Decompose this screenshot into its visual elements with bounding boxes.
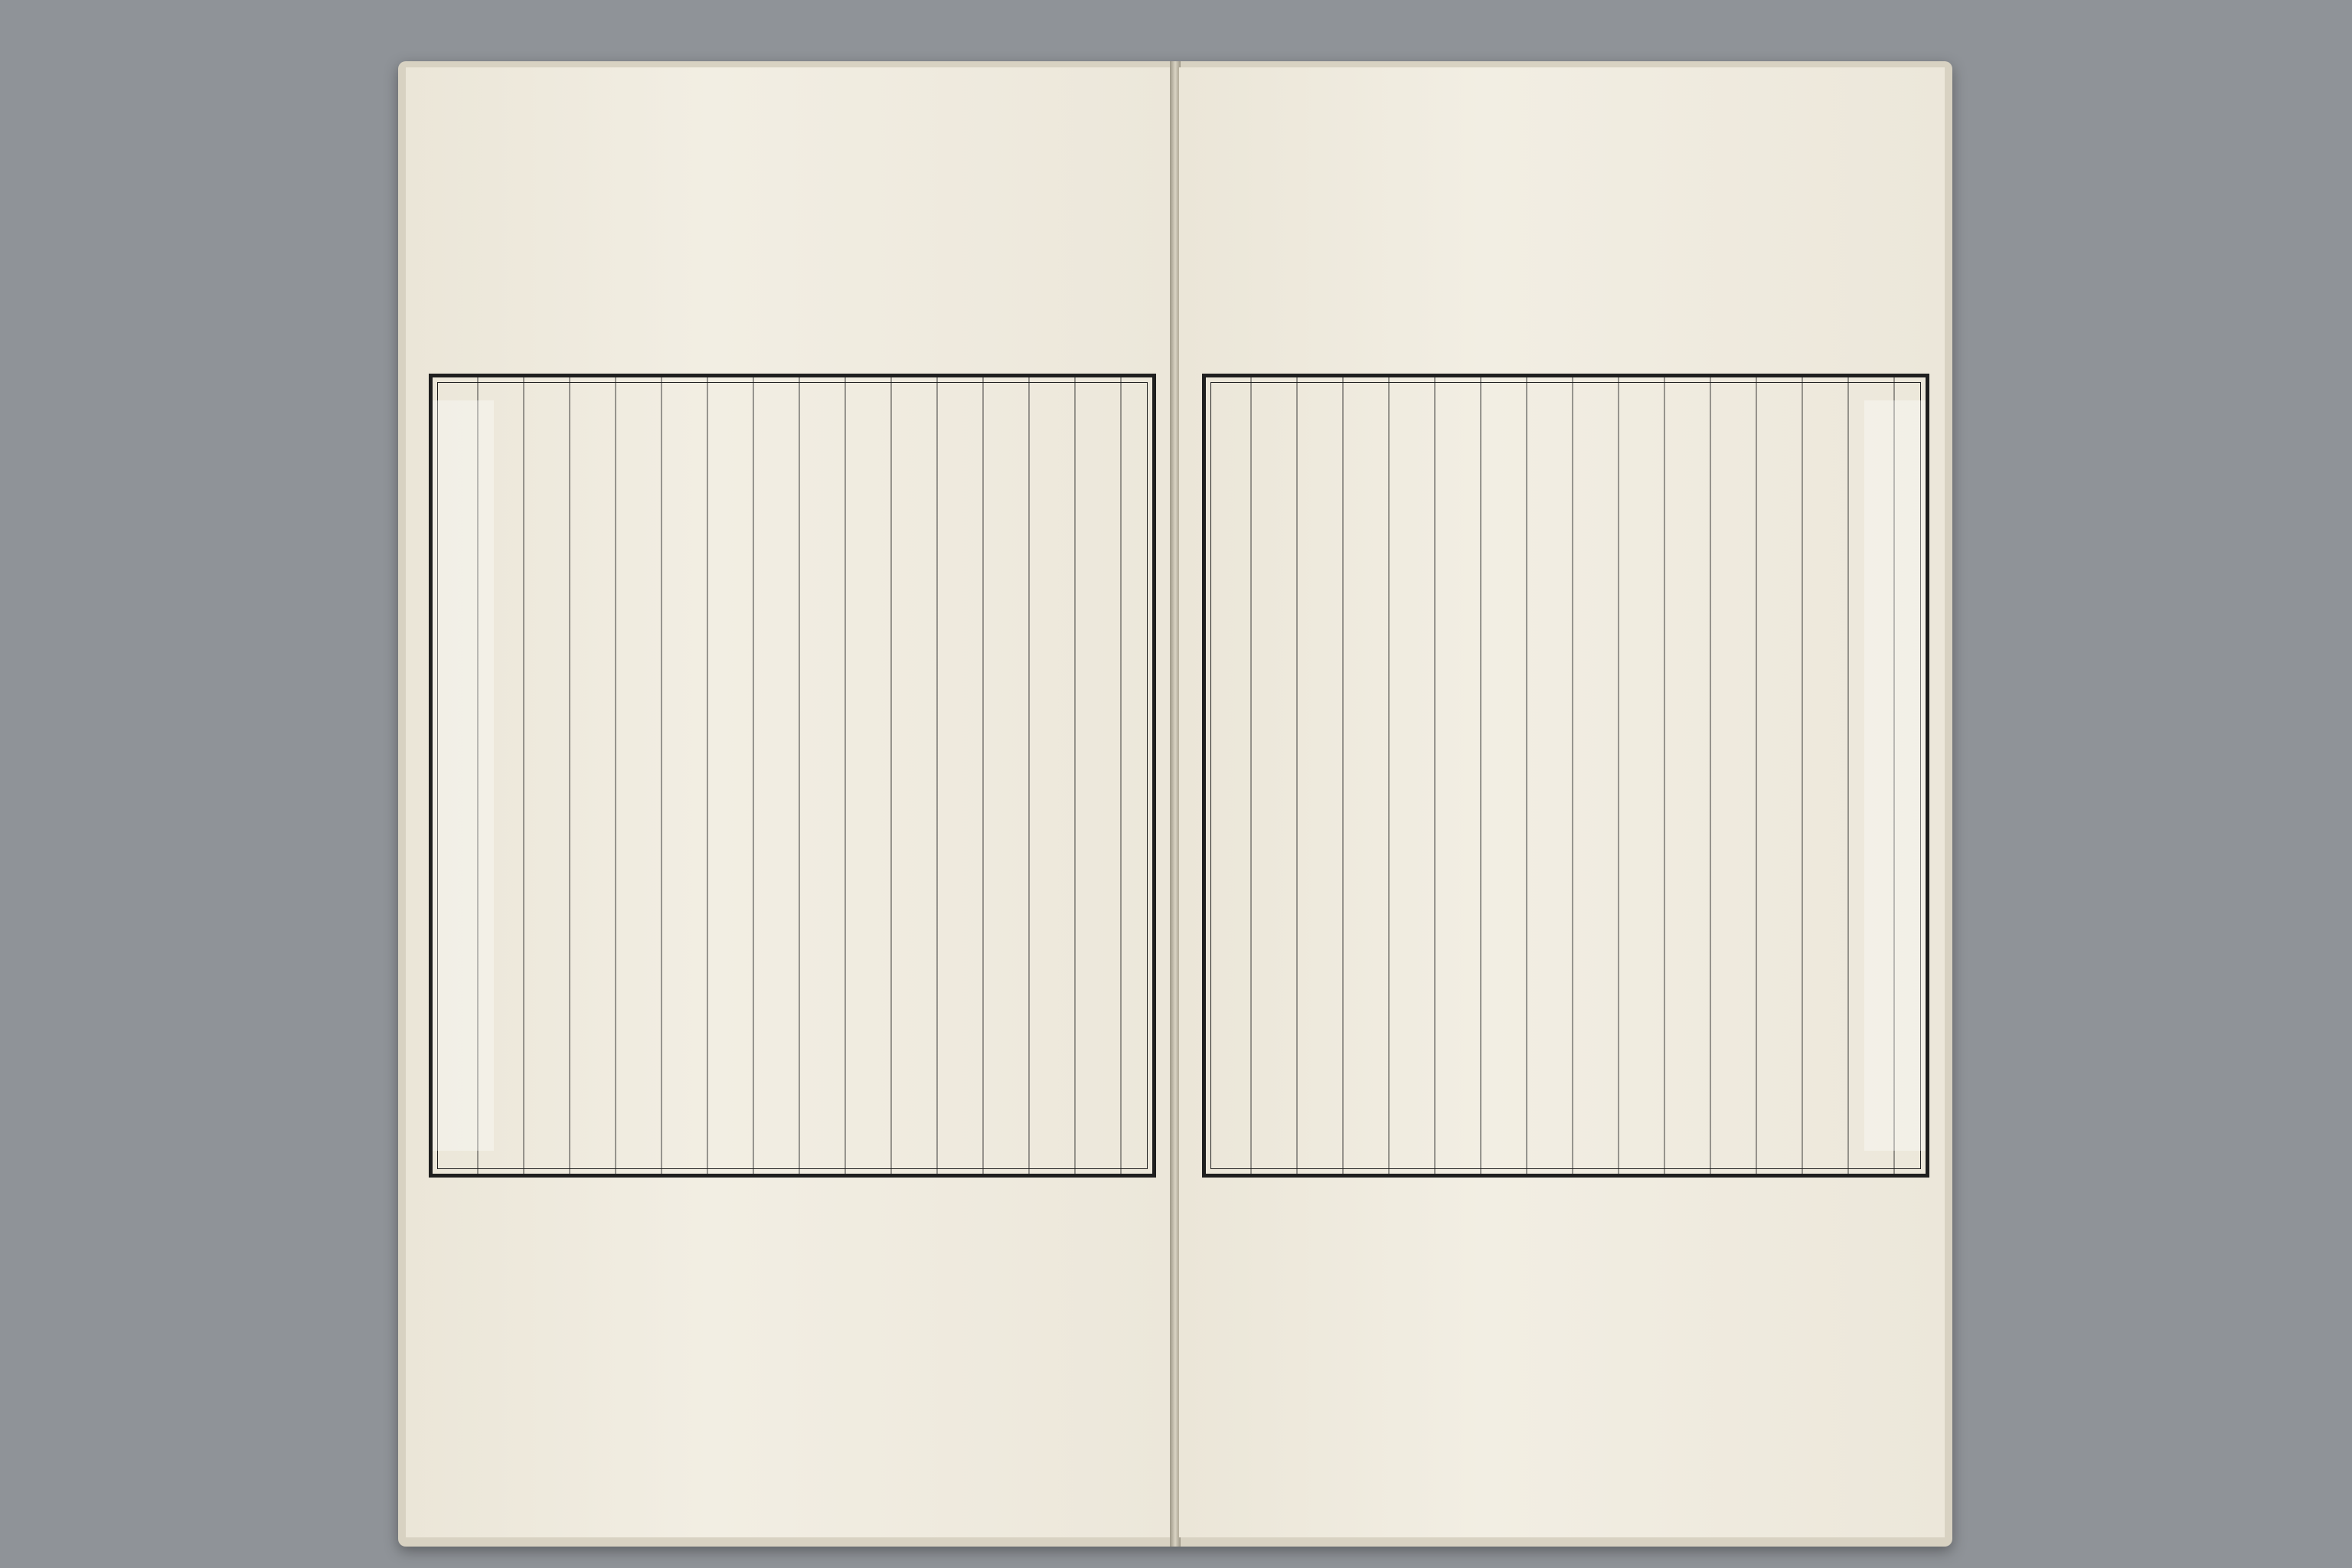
left-page-text <box>456 393 1129 1158</box>
right-text-frame <box>1202 374 1929 1178</box>
right-page <box>1178 67 1945 1537</box>
left-page <box>406 67 1173 1537</box>
open-book <box>398 61 1952 1547</box>
right-page-text <box>1229 393 1903 1158</box>
left-text-frame <box>429 374 1156 1178</box>
